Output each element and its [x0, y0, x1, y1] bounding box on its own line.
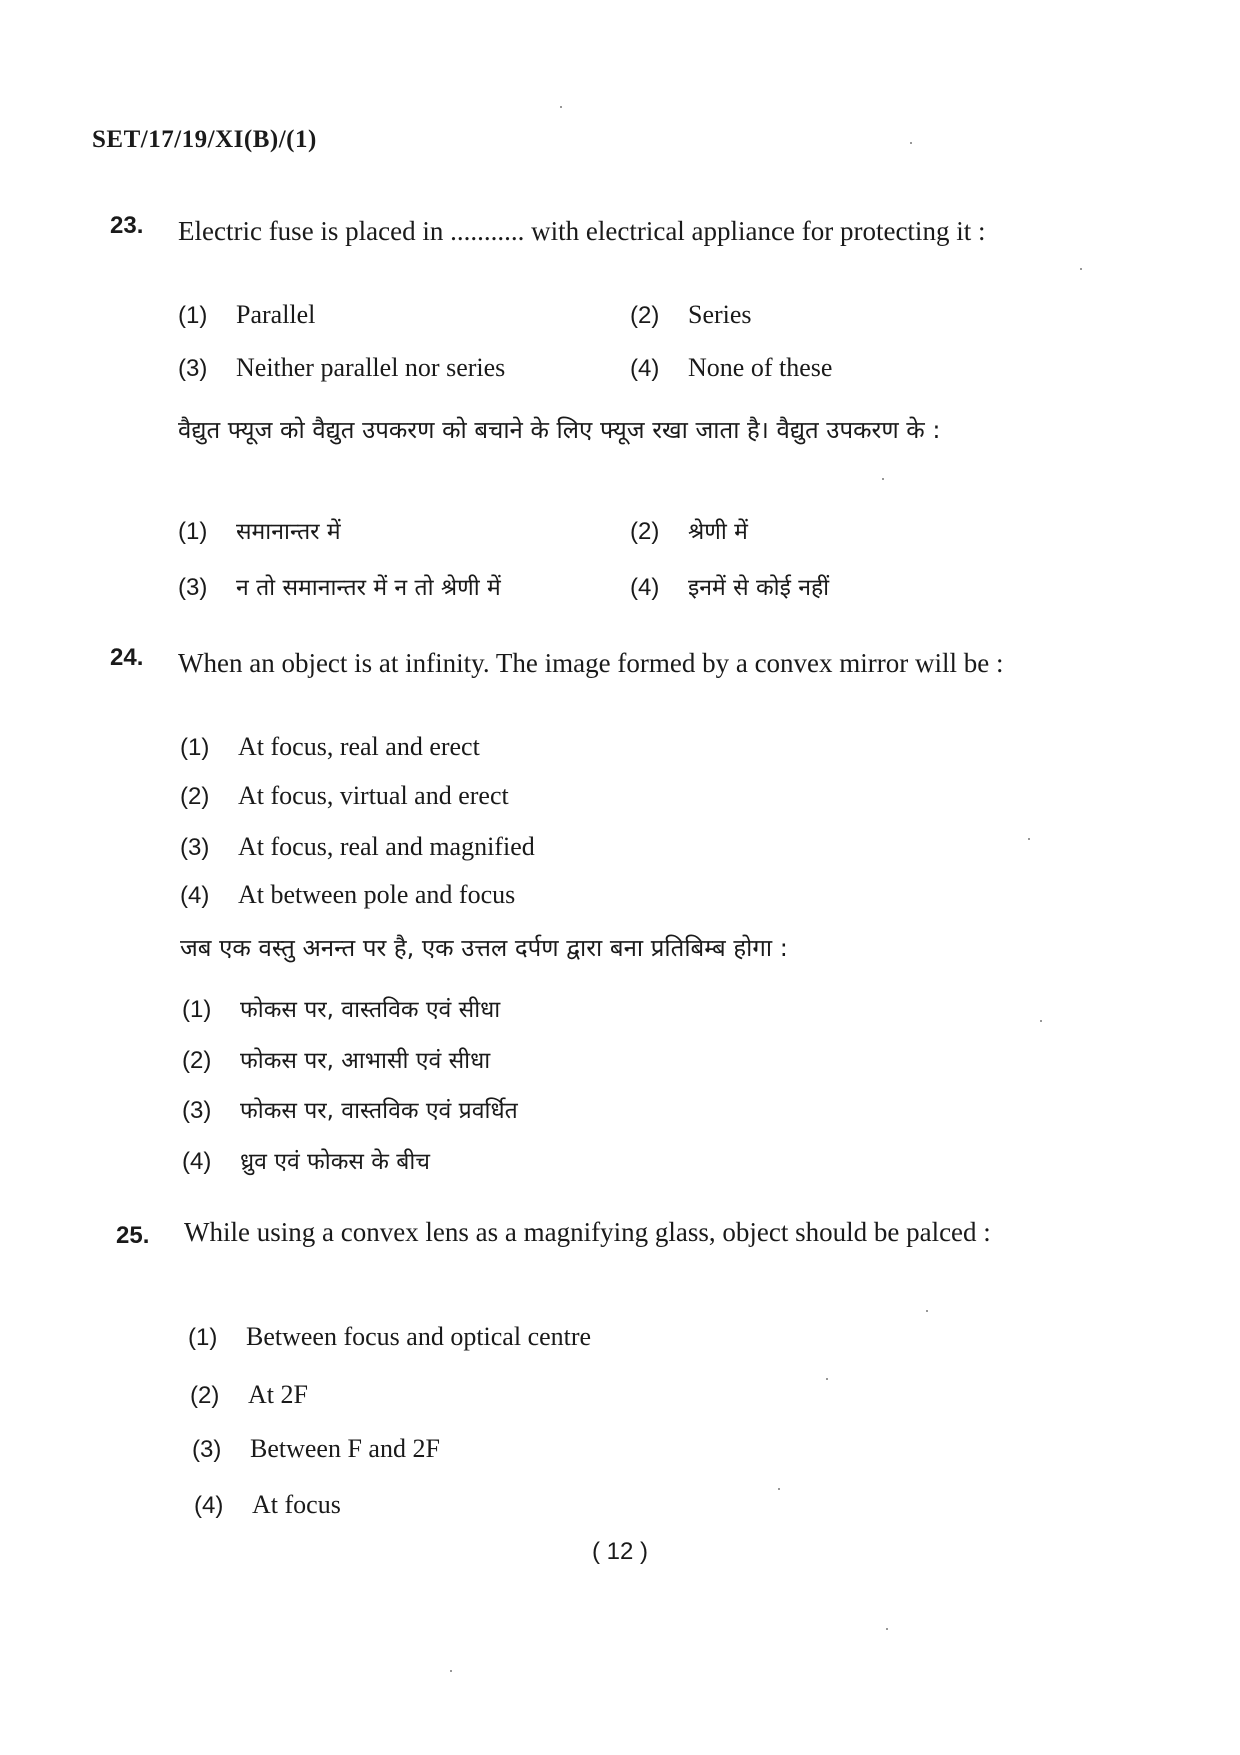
option-text: Parallel: [236, 300, 316, 329]
scan-speck: [826, 1378, 828, 1380]
scan-speck: [450, 1670, 452, 1672]
option-text: समानान्तर में: [236, 519, 341, 545]
option-number: (4): [182, 1148, 212, 1175]
option-text: None of these: [688, 353, 833, 382]
option-text: Between F and 2F: [250, 1434, 440, 1463]
option-3: [192, 1434, 440, 1464]
hindi-option-1: [182, 992, 500, 1024]
option-text: At focus: [252, 1490, 341, 1519]
option-text: At 2F: [248, 1380, 308, 1409]
option-3: [180, 832, 535, 862]
option-text: Neither parallel nor series: [236, 353, 506, 382]
option-number: (1): [178, 302, 208, 329]
question-number: 25.: [116, 1222, 150, 1249]
page-number: ( 12 ): [591, 1538, 648, 1565]
option-number: (3): [180, 834, 210, 861]
option-number: (1): [178, 518, 208, 545]
set-code-header: SET/17/19/XI(B)/(1): [92, 126, 317, 153]
scan-speck: [1080, 268, 1082, 270]
question-text: Electric fuse is placed in ........... with electrical appliance for protecting it :: [178, 216, 986, 246]
scan-speck: [560, 106, 562, 108]
option-text: Series: [688, 300, 752, 329]
hindi-option-3: [182, 1093, 518, 1125]
option-text: श्रेणी में: [688, 519, 748, 545]
hindi-option-3: [178, 570, 501, 602]
option-4: [194, 1490, 341, 1520]
scan-speck: [778, 1488, 780, 1490]
question-text: When an object is at infinity. The image formed by a convex mirror will be :: [178, 648, 1004, 678]
option-number: (2): [182, 1047, 212, 1074]
option-3: [178, 353, 505, 383]
option-2: [180, 781, 509, 811]
option-text: फोकस पर, वास्तविक एवं प्रवर्धित: [240, 1098, 518, 1124]
option-number: (2): [180, 783, 210, 810]
question-number: 24.: [110, 644, 144, 671]
option-number: (3): [178, 574, 208, 601]
hindi-option-2: [630, 514, 748, 546]
scan-speck: [1040, 1020, 1042, 1022]
question-text: While using a convex lens as a magnifying glass, object should be palced :: [184, 1217, 991, 1247]
option-text: At focus, real and erect: [238, 732, 480, 761]
option-number: (2): [630, 302, 660, 329]
question-number: 23.: [110, 212, 144, 239]
option-text: Between focus and optical centre: [246, 1322, 592, 1351]
option-number: (1): [180, 734, 210, 761]
option-1: [178, 300, 315, 330]
option-number: (1): [188, 1324, 218, 1351]
option-number: (3): [192, 1436, 222, 1463]
scan-speck: [926, 1310, 928, 1312]
option-text: इनमें से कोई नहीं: [688, 575, 830, 601]
option-text: ध्रुव एवं फोकस के बीच: [240, 1149, 430, 1175]
option-text: At focus, real and magnified: [238, 832, 535, 861]
option-text: At focus, virtual and erect: [238, 781, 509, 810]
scan-speck: [910, 142, 912, 144]
question-text-hindi: वैद्युत फ्यूज को वैद्युत उपकरण को बचाने के लिए फ्यूज रखा जाता है। वैद्युत उपकरण के :: [178, 416, 941, 444]
scan-speck: [882, 478, 884, 480]
option-1: [188, 1322, 591, 1352]
option-number: (4): [630, 355, 660, 382]
option-number: (3): [182, 1097, 212, 1124]
option-4: [180, 880, 515, 910]
option-number: (4): [194, 1492, 224, 1519]
option-number: (4): [630, 574, 660, 601]
hindi-option-4: [630, 570, 829, 602]
option-1: [180, 732, 480, 762]
option-2: [630, 300, 752, 330]
scan-speck: [1028, 838, 1030, 840]
scan-speck: [886, 1628, 888, 1630]
option-text: फोकस पर, आभासी एवं सीधा: [240, 1048, 491, 1074]
option-4: [630, 353, 832, 383]
option-number: (4): [180, 882, 210, 909]
option-2: [190, 1380, 308, 1410]
option-text: At between pole and focus: [238, 880, 516, 909]
hindi-option-2: [182, 1043, 490, 1075]
question-text-hindi: जब एक वस्तु अनन्त पर है, एक उत्तल दर्पण द्वारा बना प्रतिबिम्ब होगा :: [180, 934, 788, 962]
hindi-option-1: [178, 514, 341, 546]
option-number: (2): [190, 1382, 220, 1409]
option-number: (2): [630, 518, 660, 545]
option-text: फोकस पर, वास्तविक एवं सीधा: [240, 997, 501, 1023]
option-number: (3): [178, 355, 208, 382]
option-number: (1): [182, 996, 212, 1023]
hindi-option-4: [182, 1144, 430, 1176]
option-text: न तो समानान्तर में न तो श्रेणी में: [236, 575, 501, 601]
